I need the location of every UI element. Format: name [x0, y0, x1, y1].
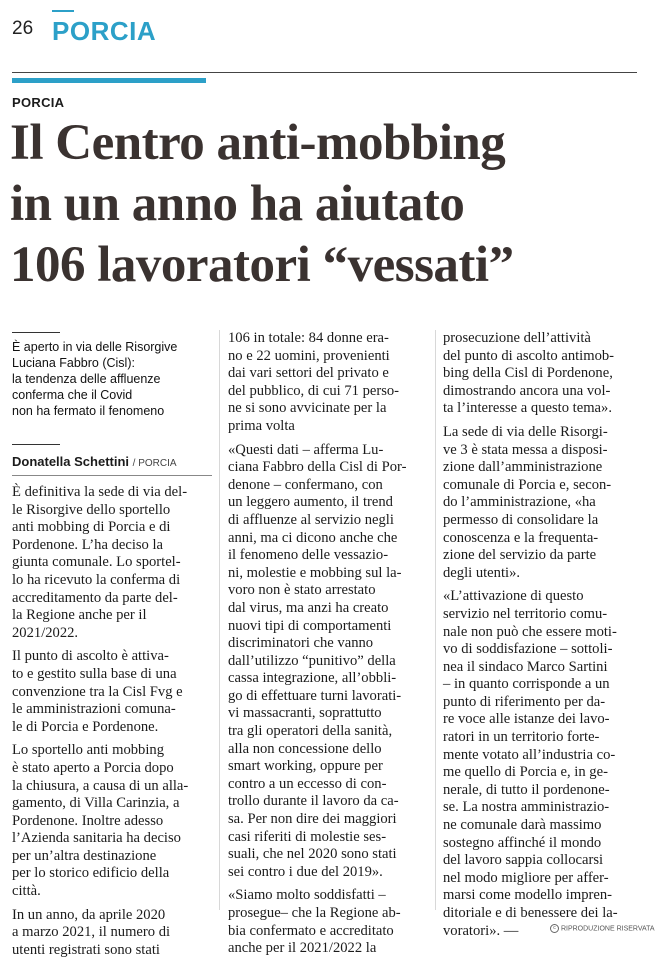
headline-line: Il Centro anti-mobbing: [10, 115, 506, 171]
text-line: è stato aperto a Porcia dopo: [12, 759, 174, 776]
text-line: ve 3 è stata messa a disposi-: [443, 441, 608, 458]
text-line: servizio nel territorio comu-: [443, 605, 608, 622]
text-line: mente votato all’industria co-: [443, 746, 616, 763]
paragraph: [12, 648, 212, 736]
paragraph: [12, 742, 212, 900]
section-name: PORCIA: [52, 16, 157, 46]
text-line: La sede di via delle Risorgi-: [443, 423, 608, 440]
text-line: trollo durante il lavoro da ca-: [228, 793, 399, 810]
text-line: le di Porcia e Pordenone.: [12, 718, 159, 735]
text-line: la Regione anche per il: [12, 607, 147, 624]
text-line: giunta comunale. Lo sportel-: [12, 554, 181, 571]
paragraph: [12, 907, 212, 960]
text-line: accreditamento da parte del-: [12, 589, 178, 606]
text-line: sa. Per non dire dei maggiori: [228, 811, 397, 828]
text-line: nea il sindaco Marco Sartini: [443, 658, 608, 675]
subhead-line: È aperto in via delle Risorgive: [12, 340, 178, 354]
text-line: punto di riferimento per da-: [443, 693, 606, 710]
text-line: Pordenone. L’ha deciso la: [12, 536, 164, 553]
column-separator: [435, 330, 436, 910]
author-name: Donatella Schettini: [12, 454, 130, 469]
paragraph: [228, 887, 428, 957]
text-line: sostegno affinché il mondo: [443, 834, 602, 851]
byline: [12, 454, 177, 469]
headline: [10, 113, 650, 296]
text-line: voratori». —: [443, 922, 519, 939]
headline-line: in un anno ha aiutato: [10, 176, 465, 232]
subhead-line: non ha fermato il fenomeno: [12, 404, 165, 418]
text-line: bing della Cisl di Pordenone,: [443, 365, 613, 382]
paragraph: [12, 484, 212, 642]
page-number: 26: [12, 18, 34, 39]
text-line: Pordenone. Inoltre adesso: [12, 812, 164, 829]
text-line: suali, che nel 2020 sono stati: [228, 846, 397, 863]
text-line: dai vari settori del privato e: [228, 365, 389, 382]
text-line: go di effettuare turni lavorati-: [228, 687, 402, 704]
text-line: marsi come modello impren-: [443, 887, 612, 904]
text-line: nuovi tipi di comportamenti: [228, 617, 392, 634]
subhead-line: Luciana Fabbro (Cisl):: [12, 356, 135, 370]
text-line: vo di soddisfazione – sottoli-: [443, 641, 613, 658]
byline-place: PORCIA: [138, 458, 177, 469]
text-line: «Siamo molto soddisfatti –: [228, 887, 386, 904]
text-line: nale non può che essere moti-: [443, 623, 617, 640]
text-line: lo ha ricevuto la conferma di: [12, 571, 181, 588]
text-line: degli utenti».: [443, 564, 521, 581]
text-line: discriminatori che vanno: [228, 635, 374, 652]
text-line: – in quanto corrisponde a un: [443, 676, 610, 693]
text-line: denone – confermano, con: [228, 476, 383, 493]
paragraph: [228, 442, 428, 882]
text-line: bia confermato e accreditato: [228, 922, 394, 939]
text-line: nerale, di tutto il pordenone-: [443, 781, 610, 798]
text-line: 2021/2022.: [12, 624, 79, 641]
text-line: l’Azienda sanitaria ha deciso: [12, 830, 181, 847]
text-line: utenti registrati sono stati: [12, 941, 160, 958]
text-line: sei contro i due del 2019».: [228, 863, 383, 880]
text-line: ni, molestie e mobbing sul la-: [228, 564, 402, 581]
text-line: «L’attivazione di questo: [443, 588, 584, 605]
text-line: È definitiva la sede di via del-: [12, 484, 188, 500]
byline-rule: [12, 444, 60, 445]
text-line: dal virus, ma anzi ha creato: [228, 599, 389, 616]
text-line: re voce alle istanze dei lavo-: [443, 711, 610, 728]
section-tab-line: [52, 10, 74, 12]
text-line: Lo sportello anti mobbing: [12, 742, 165, 759]
text-line: «Questi dati – afferma Lu-: [228, 441, 384, 458]
text-line: smart working, oppure per: [228, 758, 383, 775]
text-line: conoscenza e la frequenta-: [443, 529, 599, 546]
text-line: tra gli operatori della sanità,: [228, 723, 393, 740]
text-line: a marzo 2021, il numero di: [12, 924, 171, 941]
text-line: anni, ma ci dicono anche che: [228, 529, 398, 546]
text-line: ne si sono avvicinate per la: [228, 400, 387, 417]
column-rule: [12, 475, 212, 476]
headline-line: 106 lavoratori “vessati”: [10, 237, 514, 293]
text-line: zione dall’amministrazione: [443, 459, 603, 476]
text-line: prosegue– che la Regione ab-: [228, 905, 401, 921]
text-line: ne comunale darà massimo: [443, 817, 602, 834]
subhead-rule: [12, 332, 60, 333]
text-line: le Risorgive dello sportello: [12, 501, 171, 518]
subhead: [12, 339, 212, 419]
text-line: alla non concessione dello: [228, 740, 382, 757]
text-line: il fenomeno delle vessazio-: [228, 547, 389, 564]
text-line: se. La nostra amministrazio-: [443, 799, 610, 816]
text-line: vi massacranti, soprattutto: [228, 705, 382, 722]
text-line: permesso di consolidare la: [443, 511, 599, 528]
text-line: dimostrando ancora una vol-: [443, 382, 611, 399]
text-line: cassa integrazione, all’obbli-: [228, 670, 397, 687]
top-rule: [12, 72, 637, 73]
text-line: me quello di Porcia e, in ge-: [443, 764, 608, 781]
text-line: voro non è stato arrestato: [228, 582, 376, 599]
paragraph: [228, 330, 428, 436]
text-line: 106 in totale: 84 donne era-: [228, 330, 389, 346]
text-line: ciana Fabbro della Cisl di Por-: [228, 459, 407, 476]
paragraph: [443, 330, 643, 418]
text-line: le amministrazioni comuna-: [12, 701, 176, 718]
text-line: zione del servizio da parte: [443, 547, 597, 564]
text-line: del pubblico, di cui 71 perso-: [228, 382, 400, 399]
text-line: del punto di ascolto antimob-: [443, 347, 615, 364]
text-line: In un anno, da aprile 2020: [12, 906, 166, 923]
text-line: do l’amministrazione, «ha: [443, 494, 596, 511]
text-line: città.: [12, 883, 41, 900]
footer-text: RIPRODUZIONE RISERVATA: [560, 925, 655, 933]
text-line: ta l’interesse a questo tema».: [443, 400, 612, 417]
paragraph: [443, 424, 643, 582]
kicker: PORCIA: [12, 95, 65, 110]
text-line: di affluenze al servizio negli: [228, 511, 394, 528]
text-line: Il punto di ascolto è attiva-: [12, 648, 169, 665]
text-line: prosecuzione dell’attività: [443, 330, 591, 346]
accent-rule: [12, 78, 206, 83]
text-line: comunale di Porcia e, secon-: [443, 476, 612, 493]
text-line: prima volta: [228, 417, 295, 434]
text-line: ratori in un territorio forte-: [443, 729, 600, 746]
text-line: convenzione tra la Cisl Fvg e: [12, 683, 183, 700]
text-line: la chiusura, a causa di un alla-: [12, 777, 189, 794]
byline-separator: /: [132, 458, 139, 469]
text-line: del lavoro sappia collocarsi: [443, 852, 604, 869]
text-line: anche per il 2021/2022 la: [228, 940, 377, 957]
text-line: to e gestito sulla base di una: [12, 665, 177, 682]
body-column-2: [228, 330, 428, 958]
text-line: anti mobbing di Porcia e di: [12, 519, 171, 536]
subhead-line: la tendenza delle affluenze: [12, 372, 161, 386]
text-line: casi riferiti di molestie ses-: [228, 828, 387, 845]
text-line: ditoriale e di benessere dei la-: [443, 905, 618, 921]
body-column-1: [12, 484, 212, 959]
footer: [550, 924, 655, 933]
copyright-icon: c: [550, 924, 559, 933]
text-line: per un’altra destinazione: [12, 847, 157, 864]
text-line: gamento, di Villa Carinzia, a: [12, 795, 180, 812]
text-line: contro a un eccesso di con-: [228, 775, 387, 792]
body-column-3: [443, 330, 643, 940]
text-line: nel modo migliore per affer-: [443, 869, 609, 886]
text-line: per lo storico edificio della: [12, 865, 170, 882]
subhead-line: conferma che il Covid: [12, 388, 133, 402]
text-line: dall’utilizzo “punitivo” della: [228, 652, 396, 669]
column-separator: [219, 330, 220, 910]
text-line: no e 22 uomini, provenienti: [228, 347, 390, 364]
paragraph: [443, 588, 643, 940]
text-line: un leggero aumento, il trend: [228, 494, 393, 511]
